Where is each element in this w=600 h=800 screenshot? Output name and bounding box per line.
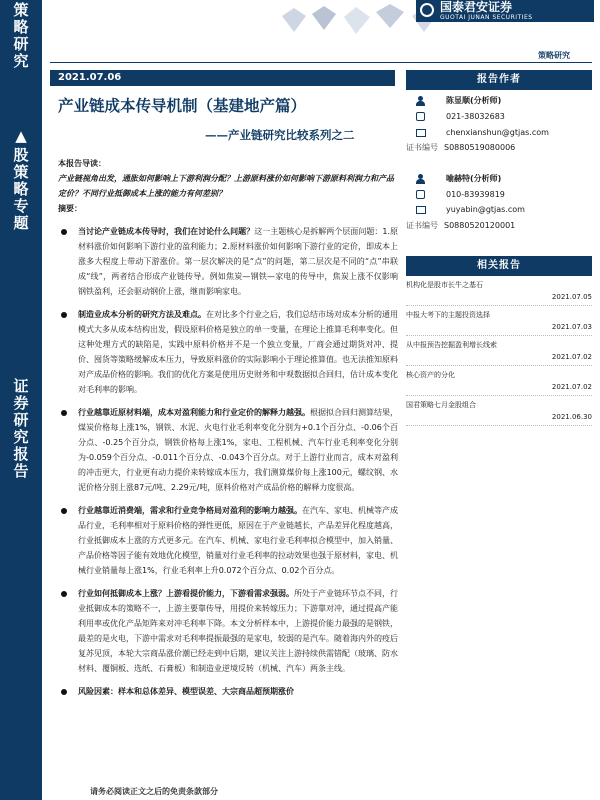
sidebar-report-label [0, 378, 42, 480]
a-share-arrow-icon: ▲ [15, 127, 27, 145]
bullet-text: 在对比多个行业之后，我们总结市场对成本分析的通用模式大多从成本结构出发，假设原料价格是独立的单一变量，在理论上推算毛利率变化。但这种处理方式的缺陷是，实践中原料价格并不是一个独立变量，厂商会通过期货对冲、提价、囤货等策略缓解成本压力，导致原料涨价的实际影响小于理论推算值。也无法推知原料对产成品价格的影响。我们的优化方案是使用历史财务和中观数据拟合回归，估计成本变化对毛利率的影响。 [78, 310, 398, 394]
header-divider [50, 62, 592, 63]
report-subtitle: ——产业链研究比较系列之二 [205, 128, 355, 142]
cert-label: 证书编号 [406, 221, 438, 230]
author-certificate [406, 142, 515, 153]
bullet-heading: 行业越靠近消费端，需求和行业竞争格局对盈利的影响力越强。 [78, 506, 302, 515]
sidebar-char: 研 [13, 35, 29, 53]
phone-icon [416, 112, 425, 121]
related-report-title[interactable]: 国君策略七月金股组合 [406, 401, 476, 409]
sidebar-char: 券 [13, 394, 29, 412]
related-report-title[interactable]: 从中报预告挖掘盈利增长线索 [406, 341, 497, 349]
guide-text: 产业链视角出发，通胀如何影响上下游利润分配？上游原料涨价如何影响下游原料利润力和产品定价？不同行业抵御成本上涨的能力有何差别？ [58, 174, 394, 198]
related-report-item[interactable] [406, 276, 592, 306]
logo-name-en: GUOTAI JUNAN SECURITIES [440, 14, 533, 21]
related-report-date: 2021.07.05 [551, 293, 592, 301]
summary-bullet [58, 307, 398, 397]
sidebar-char: 究 [13, 52, 29, 70]
summary-bullet [58, 224, 398, 299]
bullet-text: 在汽车、家电、机械等产成品行业，毛利率相对于原料价格的弹性更低，原因在于产业链越长，产品差异化程度越高，行业抵御成本上涨的方式更多元。在汽车、机械、家电行业毛利率拟合模型中，加入销量、产品价格等因子能有效地优化模型，销量对行业毛利率的拉动效果也强于原材料，家电、机械行业销量每上涨1%，行业毛利率上升0.072个百分点、0.02个百分点。 [78, 506, 398, 575]
company-logo [416, 0, 594, 22]
bullet-heading: 行业如何抵御成本上涨？上游看提价能力，下游看需求强弱。 [78, 589, 294, 598]
cert-label: 证书编号 [406, 143, 438, 152]
author-phone: 021-38032683 [446, 112, 505, 121]
report-body [58, 156, 398, 699]
sidebar-char: 研 [13, 411, 29, 429]
related-reports-panel [406, 256, 592, 426]
bullet-heading: 当讨论产业链成本传导时，我们在讨论什么问题？ [78, 227, 255, 236]
summary-label: 摘要： [58, 204, 82, 213]
sidebar [0, 0, 42, 800]
sidebar-char: 告 [13, 462, 29, 480]
author-email[interactable]: chenxianshun@gtjas.com [446, 128, 549, 137]
phone-icon [416, 190, 425, 199]
sidebar-char: 证 [13, 377, 29, 395]
mail-icon [416, 206, 426, 214]
bullet-text: 所处于产业链环节点不同，行业抵御成本的策略不一，上游主要靠传导，用提价来转嫁压力；下游靠对冲，通过提高产能利用率或优化产品矩阵来对冲毛利率下降。本文分析样本中，上游提价能力最强的是钢铁，最差的是火电，下游中需求对毛利率提振最强的是家电，较弱的是汽车。随着海内外的疫后复苏见顶，本轮大宗商品涨价潮已经走到中后期，建议关注上游持续供需错配（玻璃、防水材料、覆铜板、选纸、石膏板）和制造业逆境反转（机械、汽车）两条主线。 [78, 589, 398, 673]
related-report-date: 2021.06.30 [551, 413, 592, 421]
report-title: 产业链成本传导机制（基建地产篇） [58, 96, 307, 115]
sidebar-char: 专 [13, 197, 29, 215]
cert-number: S0880520120001 [444, 221, 516, 230]
logo-mark-icon [420, 3, 434, 17]
related-report-date: 2021.07.02 [551, 353, 592, 361]
summary-bullet [58, 405, 398, 495]
guide-label: 本报告导读： [58, 159, 106, 168]
bullet-text: 根据拟合回归测算结果，煤炭价格每上涨1%，钢铁、水泥、火电行业毛利率变化分别为+0.1个百分点、-0.06个百分点、-0.25个百分点，钢铁价格每上涨1%，家电、工程机械、汽车行业毛利率变化分别为-0.059个百分点、-0.011个百分点、-0.043个百分点。对于上游行业而言，成本对盈利的冲击更大，行业更有动力提价来转嫁成本压力，我们测算煤价每上涨100元，螺纹钢、水泥价格分别上涨87元/吨、2.29元/吨，原料价格对产成品价格的解释力度很高。 [78, 408, 398, 492]
bullet-heading: 制造业成本分析的研究方法及难点。 [78, 310, 206, 319]
related-report-date: 2021.07.02 [551, 383, 592, 391]
sidebar-char: 究 [13, 428, 29, 446]
related-report-item[interactable] [406, 396, 592, 426]
author-email[interactable]: yuyabin@gtjas.com [446, 205, 525, 214]
related-report-item[interactable] [406, 306, 592, 336]
mail-icon [416, 129, 426, 137]
person-icon [416, 174, 425, 184]
sidebar-char: 报 [13, 445, 29, 463]
related-report-title[interactable]: 中报大考下的主题投资选择 [406, 311, 490, 319]
related-report-item[interactable] [406, 366, 592, 396]
authors-heading: 报告作者 [406, 70, 592, 90]
related-report-title[interactable]: 机构化是股市长牛之基石 [406, 281, 483, 289]
bullet-heading: 行业越靠近原材料端，成本对盈利能力和行业定价的解释力越强。 [78, 408, 310, 417]
footer-disclaimer: 请务必阅读正文之后的免责条款部分 [90, 787, 218, 796]
sidebar-char: 策 [13, 163, 29, 181]
cert-number: S0880519080006 [444, 143, 516, 152]
related-report-date: 2021.07.03 [551, 323, 592, 331]
sidebar-category-label [0, 2, 42, 70]
author-name: 陈显顺(分析师) [446, 96, 502, 105]
summary-bullet [58, 684, 398, 699]
bullet-heading: 风险因素：样本和总体差异、模型误差、大宗商品超预期涨价 [78, 687, 294, 696]
logo-name-cn: 国泰君安证券 [440, 0, 513, 14]
report-type-label: 策略研究 [538, 51, 570, 60]
sidebar-topic-label [0, 128, 42, 232]
summary-bullet [58, 503, 398, 578]
person-icon [416, 96, 425, 106]
author-phone: 010-83939819 [446, 190, 505, 199]
header [42, 0, 600, 40]
sidebar-char: 略 [13, 180, 29, 198]
bullet-text: 这一主题核心是拆解两个层面问题：1.原材料涨价如何影响下游行业的盈利能力；2.原材料涨价如何影响下游行业的定价，即成本上涨多大程度上带动下游涨价。第一层次解决的是“点”的问题，第二层次是不同的“点”串联成“线”，两者结合形成产业链传导。例如焦炭—钢铁—家电的传导中，焦炭上涨不仅影响钢铁盈利，还会驱动钢价上涨，继而影响家电。 [78, 227, 398, 296]
sidebar-char: 略 [13, 18, 29, 36]
summary-bullet [58, 586, 398, 676]
sidebar-char: 策 [13, 1, 29, 19]
sidebar-char: 题 [13, 214, 29, 232]
report-date: 2021.07.06 [50, 70, 395, 86]
author-name: 喻赫特(分析师) [446, 174, 502, 183]
related-report-title[interactable]: 核心资产的分化 [406, 371, 455, 379]
sidebar-char: 股 [13, 146, 29, 164]
related-report-item[interactable] [406, 336, 592, 366]
related-heading: 相关报告 [406, 256, 592, 276]
author-certificate [406, 220, 515, 231]
